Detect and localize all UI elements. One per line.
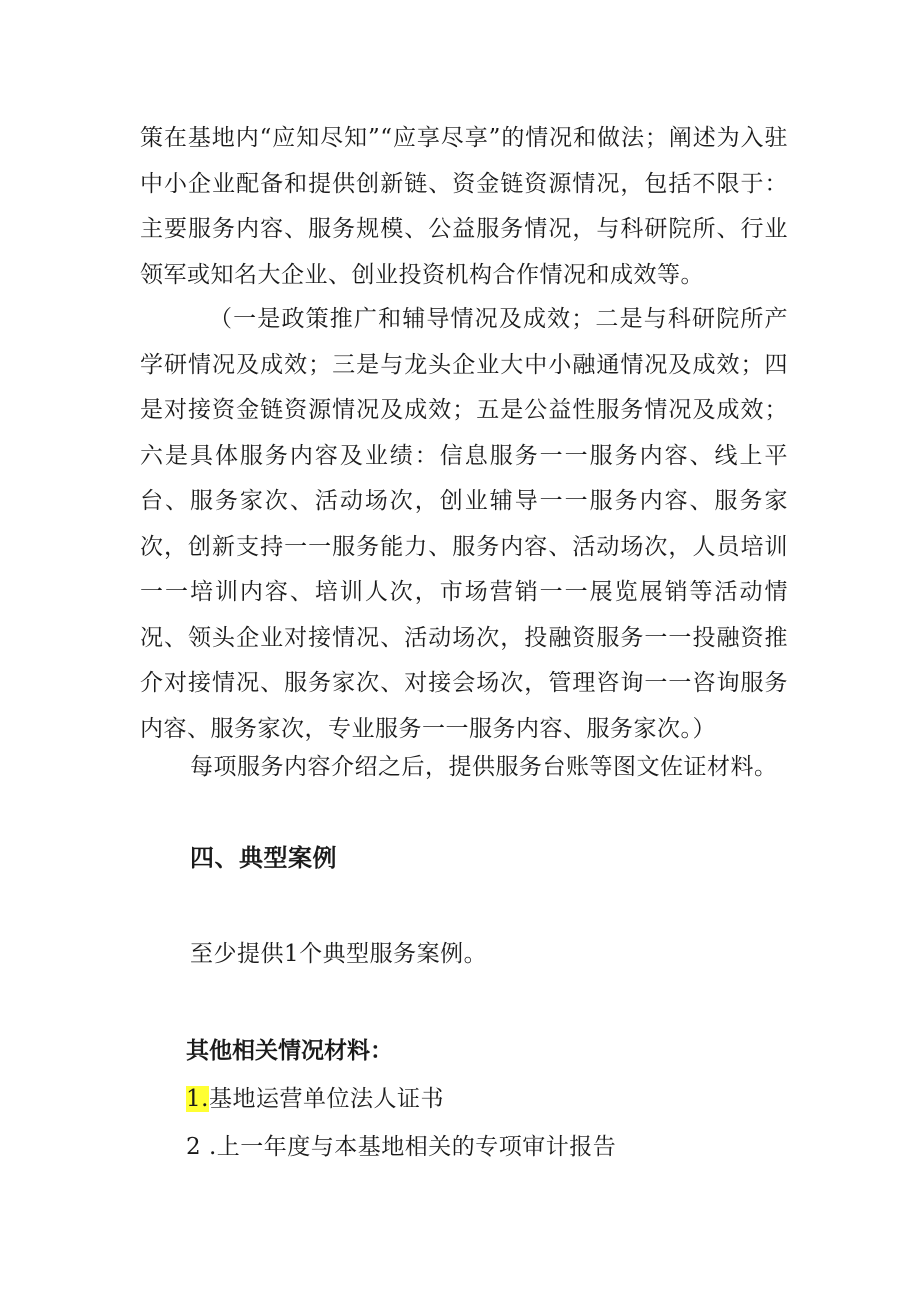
- heading-other-materials: 其他相关情况材料：: [186, 1038, 393, 1064]
- list-item-label: 基地运营单位法人证书: [208, 1086, 444, 1112]
- list-item-audit-report: 2 .上一年度与本基地相关的专项审计报告: [186, 1134, 617, 1160]
- paragraph-service-details: （一是政策推广和辅导情况及成效；二是与科研院所产学研情况及成效；三是与龙头企业大中小融通情况及成效；四是对接资金链资源情况及成效；五是公益性服务情况及成效；六是具体服务内容及业绩：信息服务一一服务内容、线上平台、服务家次、活动场次，创业辅导一一服务内容、服务家次，创新支持一一服务能力、服务内容、活动场次，人员培训一一培训内容、培训人次，市场营销一一展览展销等活动情况、领头企业对接情况、活动场次，投融资服务一一投融资推介对接情况、服务家次、对接会场次，管理咨询一一咨询服务内容、服务家次，专业服务一一服务内容、服务家次。）: [140, 306, 788, 742]
- highlighted-number: 1.: [186, 1086, 209, 1112]
- paragraph-typical-cases: 至少提供1个典型服务案例。: [190, 941, 488, 967]
- section-heading-typical-cases: 四、典型案例: [190, 844, 337, 872]
- paragraph-policy-practice: 策在基地内“应知尽知”“应享尽享”的情况和做法；阐述为入驻中小企业配备和提供创新链、资金链资源情况，包括不限于：主要服务内容、服务规模、公益服务情况，与科研院所、行业领军或知名大企业、创业投资机构合作情况和成效等。: [140, 125, 788, 288]
- list-item-legal-certificate: [186, 1080, 444, 1113]
- paragraph-evidence-note: 每项服务内容介绍之后，提供服务台账等图文佐证材料。: [190, 754, 778, 780]
